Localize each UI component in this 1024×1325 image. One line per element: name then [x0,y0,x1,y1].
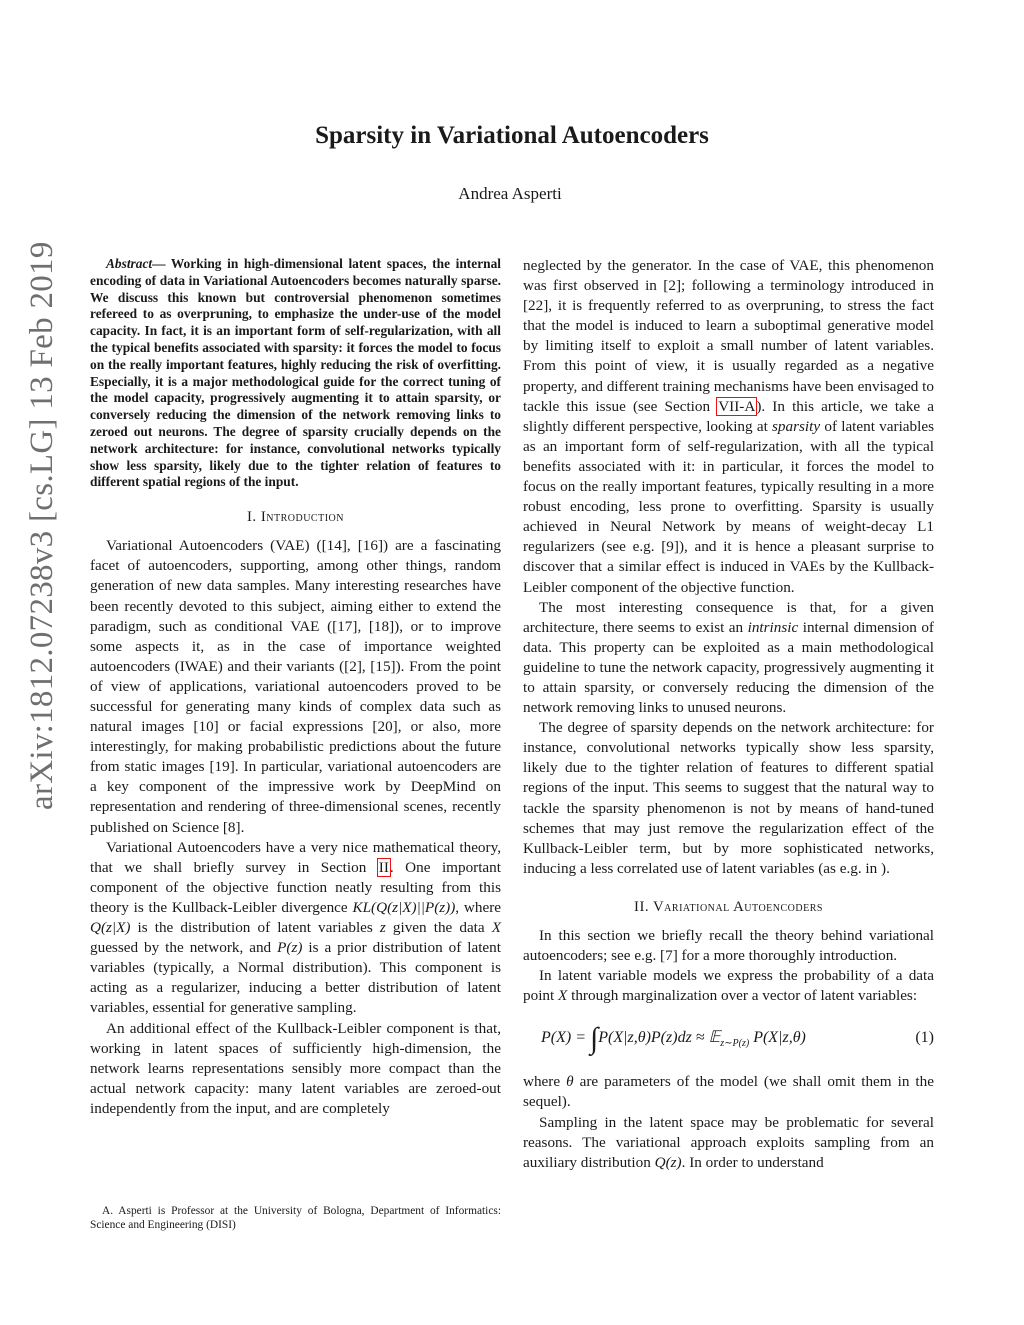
arxiv-identifier: arXiv:1812.07238v3 [cs.LG] 13 Feb 2019 [24,241,60,810]
section-link-II[interactable]: II [378,858,389,876]
abstract: Abstract— Working in high-dimensional latent spaces, the internal encoding of data in Variational Autoencoders becomes naturally sparse. We discuss this known but controversial phenomenon sometimes refereed to as overpruning, to emphasize the under-use of the model capacity. In fact, it is an important form of self-regularization, with all the typical benefits associated with sparsity: it forces the model to focus on the really important features, highly reducing the risk of overfitting. Especially, it is a major methodological guide for the correct tuning of the model capacity, progressively augmenting it to attain sparsity, or conversely reducing the dimension of the network removing links to zeroed out neurons. The degree of sparsity crucially depends on the network architecture: for instance, convolutional networks typically show less sparsity, likely due to the tighter relation of features to different spatial regions of the input. [90,256,502,490]
right-column [523,256,934,1173]
intro-paragraph-5: The degree of sparsity depends on the network architecture: for instance, convolutional networks typically show less sparsity, likely due to the tighter relation of features to different spatial regions of the input. This seems to suggest that the natural way to tackle the sparsity phenomenon is not by means of hand-tuned schemes that may just remove the regularization effect of the Kullback-Leibler term, but by more sophisticated networks, inducing a less correlated use of latent variables (as e.g. in ). [523,719,934,877]
vae-paragraph-3: where θ are parameters of the model (we shall omit them in the sequel). [523,1073,934,1111]
paper-title: Sparsity in Variational Autoencoders [315,122,709,149]
section-link-VII-A[interactable]: VII-A [718,397,756,415]
vae-paragraph-4: Sampling in the latent space may be problematic for several reasons. The variational approach exploits sampling from an auxiliary distribution Q(z). In order to understand [523,1113,934,1171]
equation-body: P(X) = ∫P(X|z,θ)P(z)dz ≈ 𝔼$_{z\sim P(z)}$ P(X|z,θ) [541,1022,806,1056]
vae-paragraph-2: In latent variable models we express the probability of a data point X through marginalization over a vector of latent variables: [523,967,934,1005]
author-footnote: A. Asperti is Professor at the University of Bologna, Department of Informatics: Science and Engineering (DISI) [90,1205,501,1232]
intro-paragraph-3-continued: neglected by the generator. In the case of VAE, this phenomenon was first observed in [2]; following a terminology introduced in [22], it is frequently referred to as overpruning, to stress the fact that the model is induced to learn a suboptimal generative model by limiting itself to exploit a small number of latent variables. From this point of view, it is usually regarded as a negative property, and different training mechanisms have been envisaged to tackle this issue (see Section VII-A). In this article, we take a slightly different perspective, looking at sparsity of latent variables as an important form of self-regularization, with all the typical benefits associated with it: in particular, it forces the model to focus on the really important features, typically resulting in a more robust encoding, less prone to overfitting. Sparsity is usually achieved in Neural Network by means of weight-decay L1 regularizers (see e.g. [9]), and it is hence a pleasant surprise to discover that a similar effect is induced in VAEs by the Kullback-Leibler component of the objective function. [523,257,934,596]
intro-paragraph-4: The most interesting consequence is that, for a given architecture, there seems to exist an intrinsic internal dimension of data. This property can be exploited as a main methodological guideline to tune the network capacity, progressively augmenting it to attain sparsity, or conversely reducing the dimension of the network removing links to unused neurons. [523,598,934,717]
abstract-text: Working in high-dimensional latent spaces, the internal encoding of data in Variational Autoencoders becomes naturally sparse. We discuss this known but controversial phenomenon sometimes refereed to as overpruning, to emphasize the under-use of the model capacity. In fact, it is an important form of self-regularization, with all the typical benefits associated with sparsity: it forces the model to focus on the really important features, highly reducing the risk of overfitting. Especially, it is a major methodological guide for the correct tuning of the model capacity, progressively augmenting it to attain sparsity, or conversely reducing the dimension of the network removing links to zeroed out neurons. The degree of sparsity crucially depends on the network architecture: for instance, convolutional networks typically show less sparsity, likely due to the tighter relation of features to different spatial regions of the input. [90,256,502,490]
equation-1 [523,1014,934,1066]
section-heading-introduction: I. Introduction [247,509,344,526]
vae-paragraph-1: In this section we briefly recall the theory behind variational autoencoders; see e.g. [7] for a more thoroughly introduction. [523,927,934,965]
left-column [90,256,501,1119]
abstract-label: Abstract [106,256,153,271]
intro-paragraph-3: An additional effect of the Kullback-Leibler component is that, working in latent spaces of sufficiently high-dimension, the network learns representations sensibly more compact than the actual network capacity: many latent variables are zeroed-out independently from the input, and are completely [90,1019,501,1117]
author-name: Andrea Asperti [458,184,562,203]
section-heading-vae: II. Variational Autoencoders [634,898,823,915]
equation-number: (1) [915,1029,934,1047]
intro-paragraph-2: Variational Autoencoders have a very nice mathematical theory, that we shall briefly survey in Section II. One important component of the objective function neatly resulting from this theory is the Kullback-Leibler divergence KL(Q(z|X)||P(z)), where Q(z|X) is the distribution of latent variables z given the data X guessed by the network, and P(z) is a prior distribution of latent variables (typically, a Normal distribution). This component is acting as a regularizer, inducing a better distribution of latent variables, essential for generative sampling. [90,838,502,1017]
intro-paragraph-1: Variational Autoencoders (VAE) ([14], [16]) are a fascinating facet of autoencoders, supporting, among other things, random generation of new data samples. Many interesting researches have been recently devoted to this subject, aiming either to extend the paradigm, such as conditional VAE ([17], [18]), or to improve some aspects it, as in the case of importance weighted autoencoders (IWAE) and their variants ([2], [15]). From the point of view of applications, variational autoencoders proved to be successful for generating many kinds of complex data such as natural images [10] or facial expressions [20], or also, more interestingly, for making probabilistic predictions about the future from static images [19]. In particular, variational autoencoders are a key component of the impressive work by DeepMind on representation and rendering of three-dimensional scenes, recently published on Science [8]. [90,537,501,836]
